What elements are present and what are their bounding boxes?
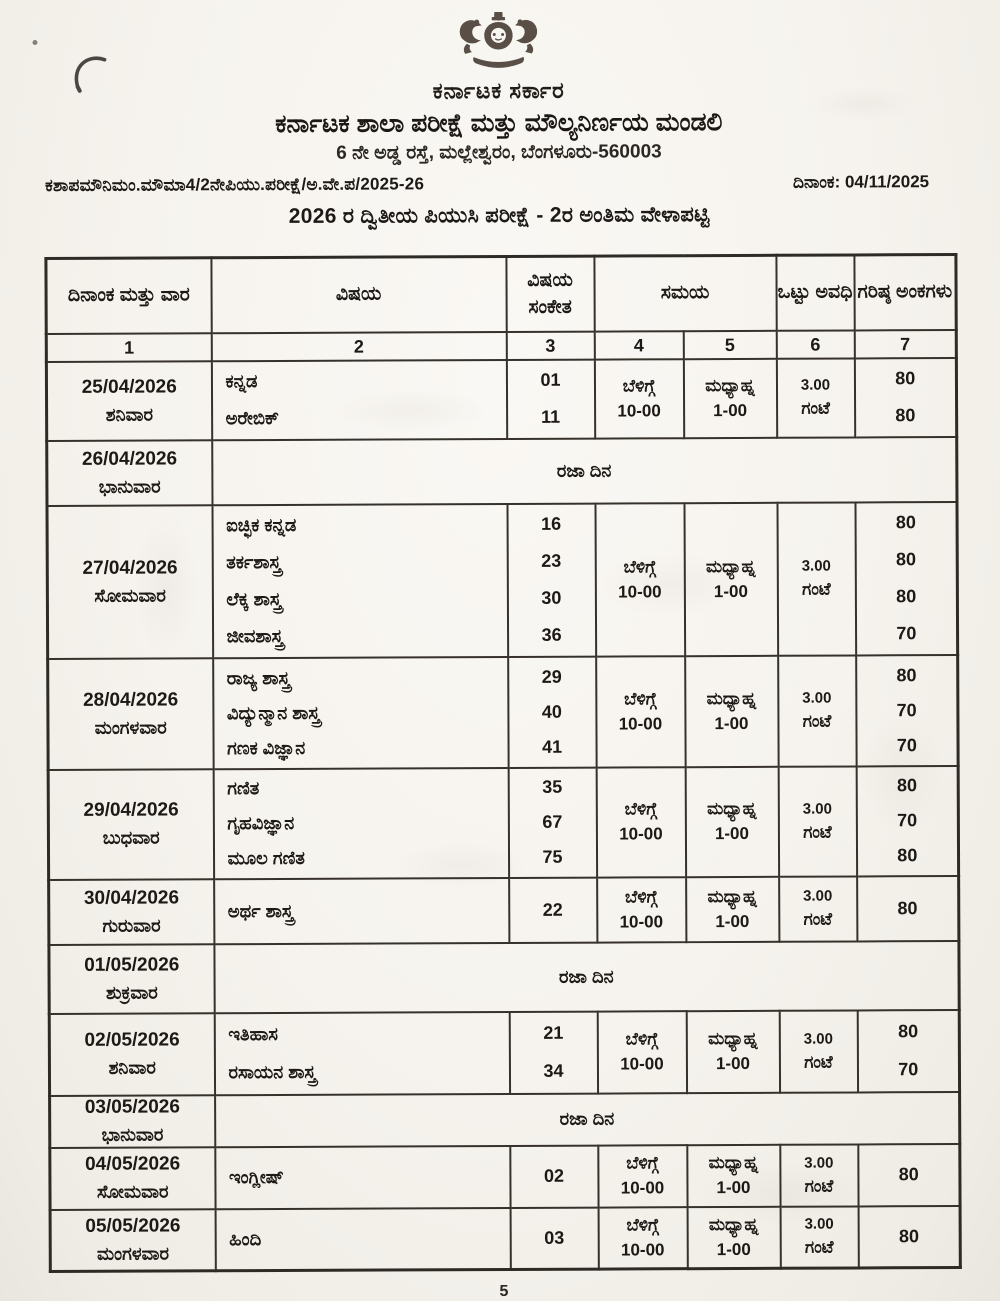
- duration-cell: [780, 1144, 858, 1206]
- morning-label: ಬೆಳಿಗ್ಗೆ: [625, 1029, 659, 1049]
- government-name: ಕರ್ನಾಟಕ ಸರ್ಕಾರ: [432, 77, 565, 104]
- exam-date: 02/05/2026: [84, 1029, 180, 1051]
- afternoon-label: ಮಧ್ಯಾಹ್ನ: [707, 886, 758, 906]
- max-marks-cell: [854, 358, 956, 437]
- date-day-cell: [47, 505, 213, 659]
- duration-value: 3.00: [802, 800, 832, 818]
- col-header-subject-code: ವಿಷಯ ಸಂಕೇತ: [506, 256, 594, 331]
- subject-list: [216, 1210, 509, 1267]
- subject-code: 36: [541, 624, 562, 645]
- duration-wrap: [781, 1147, 857, 1203]
- code-list: [508, 506, 595, 653]
- morning-time: 10-00: [619, 911, 664, 931]
- afternoon-time-cell: [686, 876, 779, 941]
- exam-date: 27/04/2026: [82, 556, 178, 579]
- page-number: 5: [499, 1282, 509, 1301]
- morning-time-wrap: [599, 1209, 686, 1265]
- subject-code: 75: [542, 846, 563, 867]
- exam-row: [46, 358, 956, 441]
- morning-time-cell: [595, 503, 685, 656]
- afternoon-time-cell: [683, 358, 776, 437]
- duration-unit: ಗಂಟೆ: [804, 1052, 833, 1072]
- duration-cell: [780, 1206, 858, 1268]
- code-list: [507, 362, 593, 435]
- duration-cell: [779, 876, 857, 941]
- holiday-cell: ರಜಾ ದಿನ: [214, 941, 959, 1013]
- subject-code: 22: [542, 899, 563, 920]
- date-day-cell: [49, 879, 214, 945]
- code-list: [510, 1014, 596, 1090]
- afternoon-label: ಮಧ್ಯಾಹ್ನ: [708, 1152, 759, 1173]
- col-header-date-day: ದಿನಾಂಕ ಮತ್ತು ವಾರ: [46, 258, 211, 334]
- max-marks: 70: [896, 622, 917, 643]
- afternoon-time-cell: [687, 1206, 780, 1268]
- date-day-wrap: [50, 772, 213, 877]
- subject-cell: [215, 1207, 510, 1270]
- date-day-wrap: [50, 947, 213, 1011]
- code-list: [509, 659, 595, 764]
- morning-label: ಬೆಳಿಗ್ಗೆ: [626, 1215, 659, 1235]
- duration-unit: ಗಂಟೆ: [802, 579, 831, 599]
- date-day-wrap: [51, 1098, 214, 1145]
- duration-cell: [778, 655, 856, 766]
- duration-value: 3.00: [803, 887, 833, 905]
- subject-cell: [213, 767, 508, 878]
- morning-time-wrap: [595, 362, 682, 435]
- exam-date: 03/05/2026: [84, 1096, 180, 1118]
- column-number: 6: [776, 330, 854, 358]
- subject-cell: [212, 503, 508, 657]
- reference-line: [0, 162, 999, 196]
- subject-list: [216, 1148, 509, 1205]
- subject-code: 02: [543, 1165, 564, 1186]
- afternoon-time-cell: [685, 655, 778, 766]
- subject-name: ಲೆಕ್ಕ ಶಾಸ್ತ್ರ: [226, 588, 282, 610]
- subject-name: ರಾಜ್ಯ ಶಾಸ್ತ್ರ: [226, 667, 291, 688]
- afternoon-time: 1-00: [716, 1239, 751, 1259]
- max-marks: 80: [895, 368, 916, 389]
- date-day-cell: [48, 658, 213, 770]
- date-day-cell: [50, 1095, 215, 1148]
- subject-code-cell: [509, 877, 597, 942]
- subject-name: ಇತಿಹಾಸ: [228, 1023, 278, 1045]
- exam-day: ಶನಿವಾರ: [108, 1057, 156, 1078]
- subject-code-cell: [509, 1011, 597, 1093]
- marks-list: [855, 361, 955, 434]
- max-marks: 80: [895, 549, 917, 570]
- exam-date: 29/04/2026: [83, 799, 179, 821]
- exam-day: ಶುಕ್ರವಾರ: [105, 981, 158, 1003]
- duration-unit: ಗಂಟೆ: [804, 1176, 834, 1196]
- subject-cell: [214, 1011, 509, 1094]
- subject-name: ತರ್ಕಶಾಸ್ತ್ರ: [226, 552, 282, 573]
- max-marks-cell: [857, 876, 959, 941]
- duration-cell: [778, 766, 856, 876]
- afternoon-time: 1-00: [716, 1177, 751, 1198]
- exam-row: [48, 655, 958, 770]
- max-marks: 80: [896, 586, 917, 607]
- afternoon-label: ಮಧ್ಯಾಹ್ನ: [707, 798, 757, 819]
- afternoon-time: 1-00: [715, 1053, 750, 1074]
- exam-date: 25/04/2026: [81, 375, 177, 398]
- max-marks-cell: [858, 1144, 960, 1206]
- reference-number: ಕಶಾಪಮೌನಿಮಂ.ಮೌಮಾ4/2ನೇಪಿಯು.ಪರೀಕ್ಷೆ/ಅ.ವೇ.ಪ/2025-26: [45, 174, 425, 195]
- document-header: [0, 8, 999, 230]
- duration-cell: [779, 1010, 857, 1092]
- morning-time: 10-00: [620, 1240, 665, 1260]
- max-marks: 80: [897, 844, 918, 865]
- duration-value: 3.00: [804, 1215, 834, 1233]
- subject-name: ಇಂಗ್ಲೀಷ್: [228, 1166, 284, 1188]
- exam-date: 26/04/2026: [81, 447, 178, 470]
- subject-list: [212, 362, 505, 436]
- max-marks: 80: [896, 775, 918, 796]
- exam-row: [47, 502, 958, 659]
- exam-day: ಮಂಗಳವಾರ: [96, 1243, 170, 1264]
- morning-time-cell: [597, 1011, 686, 1093]
- date-day-cell: [48, 769, 213, 880]
- subject-name: ಐಚ್ಛಿಕ ಕನ್ನಡ: [226, 515, 297, 536]
- morning-time-wrap: [597, 770, 684, 874]
- max-marks: 70: [897, 810, 918, 831]
- exam-row: [48, 766, 958, 880]
- exam-day: ಭಾನುವಾರ: [101, 1124, 164, 1145]
- subject-code: 34: [543, 1060, 564, 1081]
- marks-list: [857, 769, 957, 873]
- date-day-cell: [46, 361, 211, 441]
- col-header-max-marks: ಗರಿಷ್ಠ ಅಂಕಗಳು: [854, 255, 956, 330]
- morning-time: 10-00: [620, 1054, 664, 1074]
- morning-time: 10-00: [619, 824, 663, 844]
- afternoon-label: ಮಧ್ಯಾಹ್ನ: [706, 688, 757, 708]
- subject-name: ಗಣಕ ವಿಜ್ಞಾನ: [227, 737, 306, 758]
- marks-list: [857, 658, 957, 763]
- column-number: 2: [211, 331, 506, 360]
- max-marks-cell: [855, 502, 958, 655]
- subject-code: 23: [541, 550, 562, 571]
- exam-date: 30/04/2026: [83, 886, 180, 909]
- max-marks-cell: [856, 655, 958, 766]
- date-day-cell: [50, 1209, 215, 1272]
- afternoon-time-cell: [684, 502, 778, 655]
- morning-time: 10-00: [617, 400, 661, 420]
- exam-day: ಸೋಮವಾರ: [94, 584, 166, 606]
- subject-code-cell: [507, 503, 596, 656]
- subject-code: 11: [541, 406, 561, 427]
- max-marks: 80: [895, 404, 916, 426]
- morning-time-cell: [597, 877, 686, 942]
- morning-time-wrap: [598, 1014, 685, 1090]
- subject-name: ರಸಾಯನ ಶಾಸ್ತ್ರ: [228, 1061, 317, 1083]
- holiday-cell: ರಜಾ ದಿನ: [212, 437, 957, 505]
- duration-unit: ಗಂಟೆ: [803, 909, 833, 929]
- max-marks-cell: [856, 766, 958, 876]
- afternoon-time-wrap: [684, 361, 775, 434]
- duration-wrap: [779, 769, 855, 873]
- max-marks: 80: [897, 897, 918, 918]
- subject-list: [213, 506, 507, 654]
- subject-name: ಜೀವಶಾಸ್ತ್ರ: [226, 625, 284, 646]
- exam-day: ಸೋಮವಾರ: [96, 1181, 169, 1202]
- afternoon-label: ಮಧ್ಯಾಹ್ನ: [705, 375, 755, 395]
- afternoon-time-cell: [686, 1010, 779, 1092]
- morning-label: ಬೆಳಿಗ್ಗೆ: [626, 1153, 659, 1173]
- subject-name: ಹಿಂದಿ: [229, 1228, 262, 1249]
- max-marks: 70: [898, 1059, 919, 1080]
- exam-row: [49, 876, 959, 945]
- marks-list: [856, 505, 956, 652]
- afternoon-time-wrap: [688, 1147, 779, 1203]
- exam-row: [49, 1010, 959, 1096]
- subject-code: 35: [542, 777, 563, 798]
- max-marks: 80: [896, 664, 917, 685]
- date-day-cell: [49, 1013, 214, 1096]
- holiday-row: [47, 437, 957, 506]
- morning-time-wrap: [597, 659, 684, 764]
- duration-value: 3.00: [801, 557, 831, 575]
- marks-list: [858, 879, 958, 938]
- column-number: 7: [854, 330, 956, 358]
- duration-unit: ಗಂಟೆ: [804, 1237, 834, 1257]
- exam-day: ಮಂಗಳವಾರ: [94, 716, 167, 738]
- karnataka-emblem-icon: [448, 10, 548, 74]
- subject-code: 41: [541, 736, 563, 757]
- duration-value: 3.00: [804, 1154, 834, 1172]
- morning-time-wrap: [596, 506, 684, 653]
- code-list: [511, 1148, 597, 1204]
- morning-time-cell: [596, 656, 685, 767]
- afternoon-time: 1-00: [715, 911, 750, 931]
- date-day-wrap: [50, 882, 213, 942]
- date-day-wrap: [51, 1150, 214, 1207]
- duration-wrap: [778, 505, 855, 652]
- code-list: [509, 770, 595, 874]
- code-list: [511, 1210, 597, 1266]
- afternoon-time: 1-00: [714, 713, 749, 733]
- subject-cell: [213, 656, 508, 768]
- subject-list: [214, 770, 507, 875]
- subject-code: 29: [541, 666, 562, 687]
- column-number: 4: [594, 331, 683, 359]
- document-date: ದಿನಾಂಕ: 04/11/2025: [792, 172, 930, 192]
- afternoon-time-cell: [685, 766, 778, 876]
- col-header-total-duration: ಒಟ್ಟು ಅವಧಿ: [776, 255, 854, 330]
- exam-row: [50, 1144, 960, 1210]
- subject-code: 67: [542, 811, 563, 832]
- afternoon-label: ಮಧ್ಯಾಹ್ನ: [708, 1028, 758, 1049]
- exam-date: 28/04/2026: [83, 688, 179, 711]
- afternoon-time-cell: [687, 1144, 780, 1206]
- max-marks: 80: [895, 512, 916, 533]
- duration-wrap: [780, 879, 856, 938]
- morning-time: 10-00: [618, 713, 663, 733]
- column-number: 1: [46, 333, 211, 362]
- duration-cell: [776, 358, 854, 437]
- subject-code: 40: [541, 701, 562, 722]
- subject-code-cell: [506, 359, 594, 438]
- table-header-row: [46, 255, 956, 334]
- exam-day: ಶನಿವಾರ: [105, 404, 154, 425]
- morning-time-cell: [598, 1145, 687, 1207]
- date-day-wrap: [49, 508, 212, 656]
- subject-code: 01: [540, 369, 561, 391]
- subject-cell: [211, 359, 506, 439]
- duration-wrap: [779, 658, 855, 763]
- subject-cell: [214, 877, 509, 943]
- holiday-row: [49, 941, 959, 1014]
- afternoon-time: 1-00: [713, 581, 748, 601]
- date-day-wrap: [52, 1212, 215, 1269]
- column-number-row: [46, 330, 956, 362]
- morning-time-cell: [594, 359, 683, 438]
- duration-unit: ಗಂಟೆ: [802, 711, 832, 731]
- date-day-wrap: [49, 661, 212, 767]
- duration-value: 3.00: [803, 1030, 833, 1048]
- morning-label: ಬೆಳಿಗ್ಗೆ: [623, 556, 657, 576]
- duration-cell: [777, 502, 856, 655]
- subject-name: ವಿದ್ಯುನ್ಮಾನ ಶಾಸ್ತ್ರ: [226, 702, 321, 723]
- marks-list: [859, 1147, 959, 1203]
- subject-code-cell: [510, 1207, 598, 1269]
- afternoon-time-wrap: [686, 658, 777, 763]
- afternoon-time-wrap: [687, 879, 778, 938]
- subject-name: ಕನ್ನಡ: [225, 371, 258, 392]
- timetable-body: [46, 358, 960, 1272]
- morning-label: ಬೆಳಿಗ್ಗೆ: [624, 688, 657, 708]
- afternoon-time: 1-00: [714, 823, 749, 844]
- subject-name: ಗಣಿತ: [227, 778, 260, 799]
- board-name: ಕರ್ನಾಟಕ ಶಾಲಾ ಪರೀಕ್ಷೆ ಮತ್ತು ಮೌಲ್ಯನಿರ್ಣಯ ಮಂಡಲಿ: [275, 108, 723, 138]
- max-marks-cell: [858, 1206, 960, 1268]
- afternoon-time-wrap: [686, 769, 777, 873]
- subject-code: 30: [541, 587, 562, 608]
- date-day-wrap: [51, 1016, 214, 1093]
- subject-name: ಅರೇಬಿಕ್: [225, 407, 279, 428]
- max-marks: 70: [896, 734, 917, 755]
- duration-value: 3.00: [800, 376, 831, 394]
- afternoon-time: 1-00: [713, 400, 748, 420]
- column-number: 3: [506, 331, 594, 359]
- subject-code: 03: [544, 1227, 565, 1248]
- subject-code: 16: [541, 514, 562, 535]
- board-address: 6 ನೇ ಅಡ್ಡ ರಸ್ತೆ, ಮಲ್ಲೇಶ್ವರಂ, ಬೆಂಗಳೂರು-560003: [336, 141, 662, 164]
- subject-list: [214, 659, 507, 765]
- subject-name: ಅರ್ಥ ಶಾಸ್ತ್ರ: [227, 900, 294, 921]
- morning-time: 10-00: [618, 581, 662, 601]
- duration-value: 3.00: [802, 689, 832, 707]
- duration-unit: ಗಂಟೆ: [801, 398, 830, 418]
- exam-day: ಗುರುವಾರ: [102, 914, 161, 936]
- holiday-row: [50, 1092, 960, 1148]
- subject-code-cell: [508, 767, 596, 877]
- date-day-wrap: [48, 443, 211, 503]
- morning-time-cell: [596, 767, 685, 877]
- max-marks: 80: [898, 1164, 919, 1185]
- subject-code: 21: [543, 1022, 564, 1043]
- afternoon-label: ಮಧ್ಯಾಹ್ನ: [705, 556, 756, 576]
- duration-wrap: [780, 1013, 856, 1089]
- morning-time-cell: [598, 1207, 687, 1269]
- subject-cell: [215, 1145, 510, 1208]
- code-list: [510, 880, 596, 939]
- morning-label: ಬೆಳಿಗ್ಗೆ: [624, 886, 658, 906]
- afternoon-label: ಮಧ್ಯಾಹ್ನ: [708, 1214, 759, 1234]
- duration-wrap: [777, 361, 853, 434]
- holiday-cell: ರಜಾ ದಿನ: [215, 1092, 960, 1147]
- afternoon-time-wrap: [688, 1209, 779, 1265]
- exam-date: 01/05/2026: [84, 953, 180, 976]
- subject-list: [215, 880, 508, 940]
- col-header-time: ಸಮಯ: [594, 255, 776, 331]
- morning-time: 10-00: [620, 1178, 665, 1198]
- marks-list: [859, 1208, 959, 1264]
- duration-unit: ಗಂಟೆ: [803, 822, 832, 842]
- morning-label: ಬೆಳಿಗ್ಗೆ: [624, 799, 658, 819]
- afternoon-time-wrap: [685, 505, 777, 652]
- max-marks: 80: [898, 1225, 920, 1247]
- max-marks: 80: [898, 1021, 919, 1042]
- exam-day: ಬುಧವಾರ: [102, 827, 160, 848]
- subject-name: ಗೃಹವಿಜ್ಞಾನ: [227, 812, 295, 834]
- max-marks: 70: [896, 699, 917, 720]
- subject-name: ಮೂಲ ಗಣಿತ: [227, 847, 305, 868]
- max-marks-cell: [857, 1010, 959, 1092]
- subject-list: [215, 1014, 508, 1091]
- page-title: 2026 ರ ದ್ವಿತೀಯ ಪಿಯುಸಿ ಪರೀಕ್ಷೆ - 2ರ ಅಂತಿಮ ವೇಳಾಪಟ್ಟಿ: [288, 203, 710, 228]
- subject-code-cell: [510, 1145, 598, 1207]
- morning-label: ಬೆಳಿಗ್ಗೆ: [622, 375, 656, 395]
- exam-date: 04/05/2026: [85, 1153, 181, 1175]
- exam-row: [50, 1206, 960, 1272]
- exam-day: ಭಾನುವಾರ: [98, 475, 161, 497]
- exam-date: 05/05/2026: [85, 1215, 181, 1237]
- morning-time-wrap: [599, 1148, 686, 1204]
- afternoon-time-wrap: [687, 1013, 778, 1089]
- date-day-cell: [49, 944, 214, 1014]
- subject-code-cell: [508, 656, 596, 767]
- column-number: 5: [683, 330, 776, 358]
- duration-wrap: [781, 1209, 857, 1265]
- morning-time-wrap: [598, 880, 685, 939]
- date-day-wrap: [48, 364, 211, 438]
- date-day-cell: [47, 440, 212, 506]
- col-header-subject: ವಿಷಯ: [211, 256, 506, 332]
- date-day-cell: [50, 1147, 215, 1210]
- marks-list: [858, 1013, 958, 1089]
- exam-timetable: [44, 253, 961, 1273]
